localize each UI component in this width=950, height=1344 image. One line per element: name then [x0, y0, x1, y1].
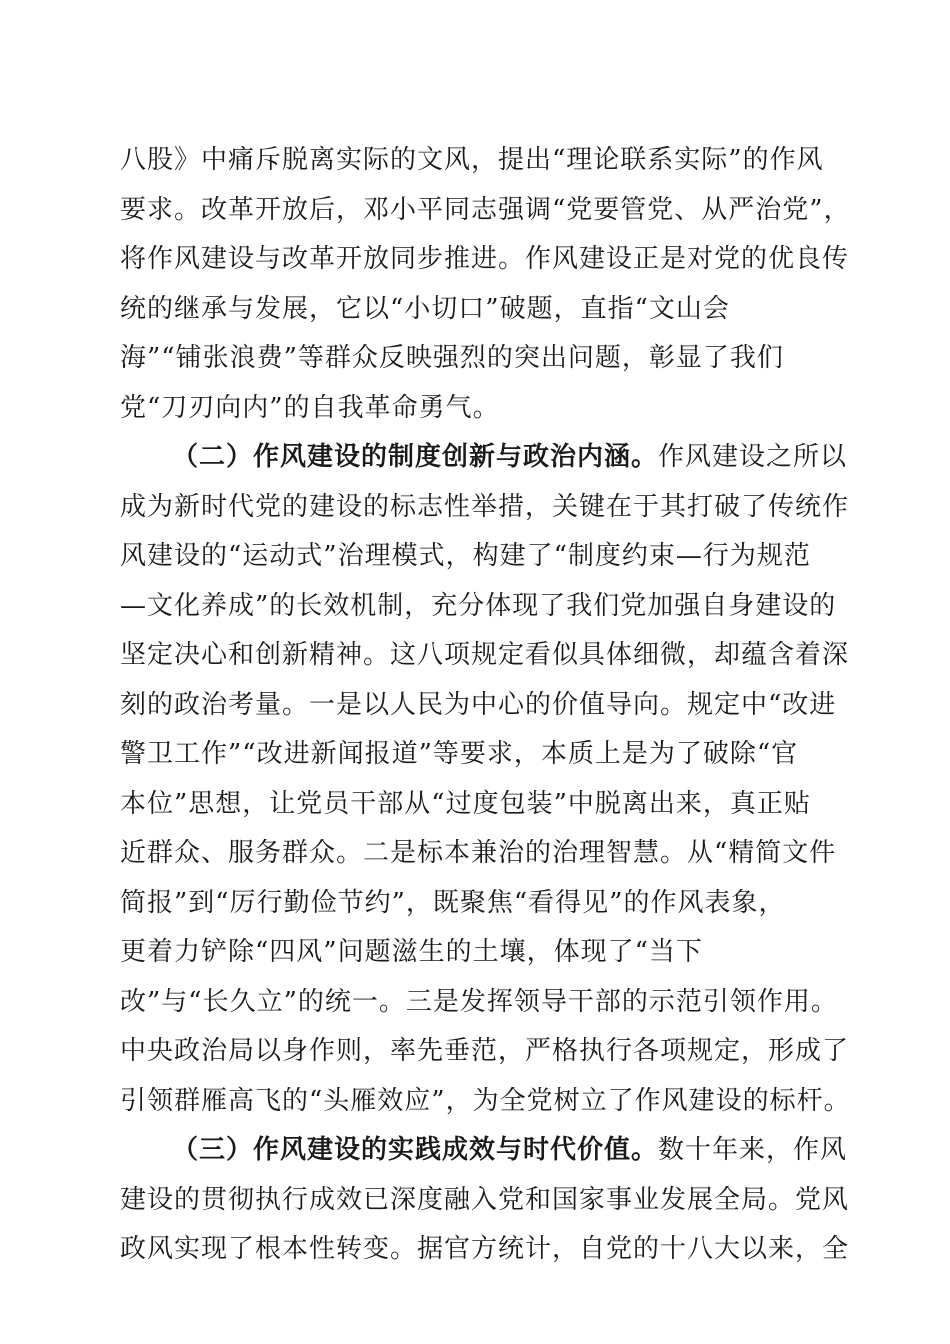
text-line: 刻的政治考量。一是以人民为中心的价值导向。规定中“改进: [120, 689, 837, 720]
text-line: 引领群雁高飞的“头雁效应”，为全党树立了作风建设的标杆。: [120, 1085, 851, 1116]
text-line: 八股》中痛斥脱离实际的文风，提出“理论联系实际”的作风: [120, 145, 824, 175]
text-line: 将作风建设与改革开放同步推进。作风建设正是对党的优良传: [120, 244, 850, 274]
text-line: 政风实现了根本性转变。据官方统计，自党的十八大以来，全: [120, 1234, 850, 1264]
section-heading-3: （三）作风建设的实践成效与时代价值。: [172, 1135, 659, 1165]
paragraph-first-line: [120, 1126, 848, 1176]
text-line: 警卫工作”“改进新闻报道”等要求，本质上是为了破除“官: [120, 739, 799, 769]
text-line: 更着力铲除“四风”问题滋生的土壤，体现了“当下: [120, 937, 703, 967]
body-text: [120, 136, 851, 1275]
heading-continuation: 作风建设之所以: [658, 442, 848, 472]
text-line: 统的继承与发展，它以“小切口”破题，直指“文山会: [120, 293, 730, 324]
text-line: 要求。改革开放后，邓小平同志强调“党要管党、从严治党”，: [120, 194, 851, 225]
text-line: 中央政治局以身作则，率先垂范，严格执行各项规定，形成了: [120, 1036, 850, 1066]
text-line: 简报”到“厉行勤俭节约”，既聚焦“看得见”的作风表象，: [120, 887, 786, 918]
text-line: —文化养成”的长效机制，充分体现了我们党加强自身建设的: [120, 590, 837, 621]
text-line: 党“刀刃向内”的自我革命勇气。: [120, 392, 500, 423]
text-line: 海”“铺张浪费”等群众反映强烈的突出问题，彰显了我们: [120, 343, 784, 373]
text-line: 本位”思想，让党员干部从“过度包装”中脱离出来，真正贴: [120, 788, 811, 819]
heading-continuation: 数十年来，作风: [658, 1135, 848, 1165]
text-line: 近群众、服务群众。二是标本兼治的治理智慧。从“精简文件: [120, 838, 837, 868]
text-line: 建设的贯彻执行成效已深度融入党和国家事业发展全局。党风: [120, 1184, 850, 1215]
paragraph-first-line: [120, 433, 848, 483]
text-line: 成为新时代党的建设的标志性举措，关键在于其打破了传统作: [120, 491, 850, 522]
section-heading-2: （二）作风建设的制度创新与政治内涵。: [172, 442, 659, 472]
text-line: 风建设的“运动式”治理模式，构建了“制度约束—行为规范: [120, 541, 811, 571]
text-line: 改”与“长久立”的统一。三是发挥领导干部的示范引领作用。: [120, 986, 838, 1017]
text-line: 坚定决心和创新精神。这八项规定看似具体细微，却蕴含着深: [120, 640, 850, 670]
